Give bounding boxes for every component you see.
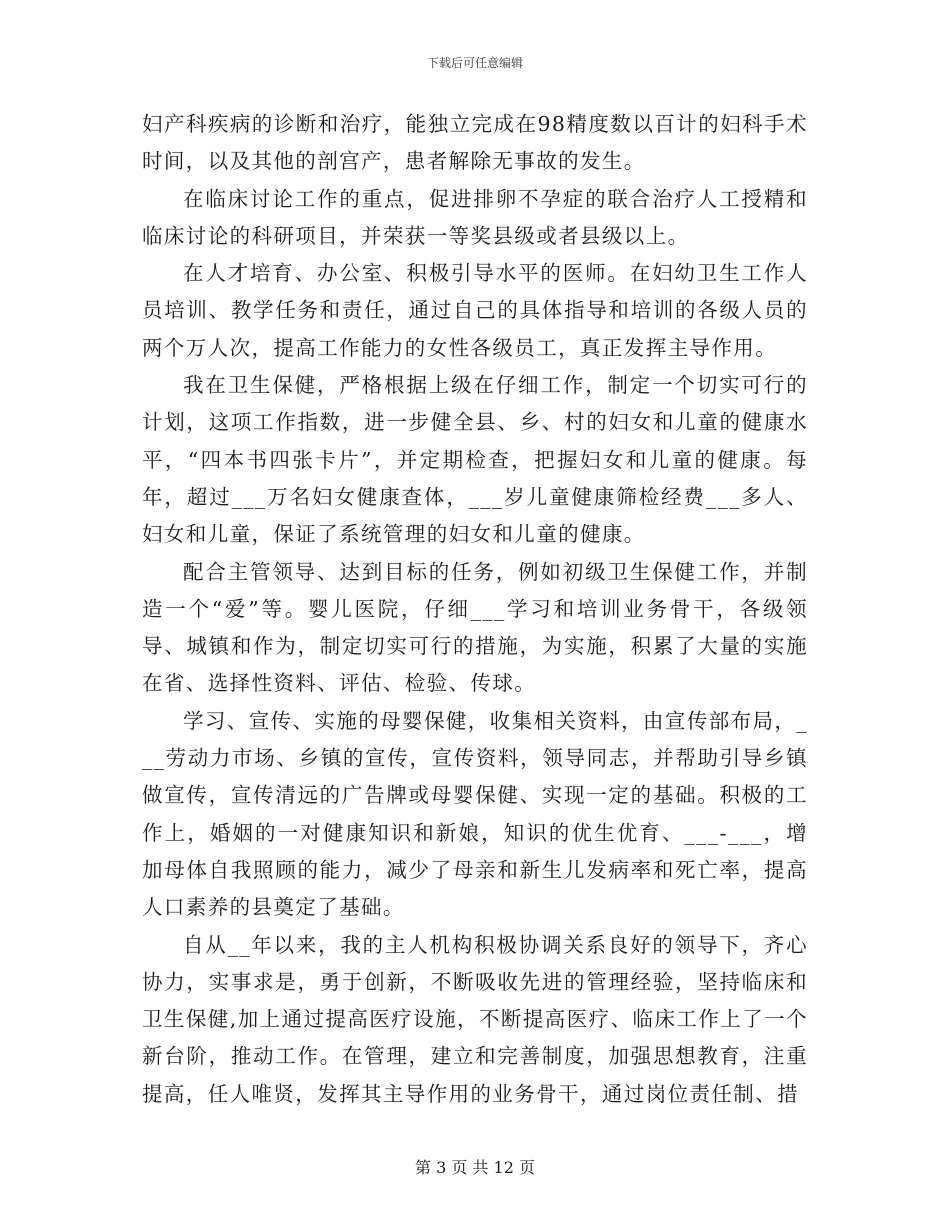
document-body bbox=[142, 106, 808, 1113]
page-header: 下载后可任意编辑 bbox=[426, 56, 523, 70]
paragraph: 在临床讨论工作的重点，促进排卵不孕症的联合治疗人工授精和临床讨论的科研项目，并荣获一等奖县级或者县级以上。 bbox=[142, 186, 808, 248]
page-footer: 第 3 页 共 12 页 bbox=[415, 1158, 535, 1177]
paragraph: 我在卫生保健，严格根据上级在仔细工作，制定一个切实可行的计划，这项工作指数，进一步健全县、乡、村的妇女和儿童的健康水平，“四本书四张卡片”，并定期检查，把握妇女和儿童的健康。每年，超过___万名妇女健康查体，___岁儿童健康筛检经费___多人、妇女和儿童，保证了系统管理的妇女和儿童的健康。 bbox=[142, 373, 808, 547]
paragraph: 学习、宣传、实施的母婴保健，收集相关资料，由宣传部布局，___劳动力市场、乡镇的宣传，宣传资料，领导同志，并帮助引导乡镇做宣传，宣传清远的广告牌或母婴保健、实现一定的基础。积极的工作上，婚姻的一对健康知识和新娘，知识的优生优育、___-___，增加母体自我照顾的能力，减少了母亲和新生儿发病率和死亡率，提高人口素养的县奠定了基础。 bbox=[142, 708, 808, 920]
paragraph: 自从__年以来，我的主人机构积极协调关系良好的领导下，齐心协力，实事求是，勇于创新，不断吸收先进的管理经验，坚持临床和卫生保健,加上通过提高医疗设施，不断提高医疗、临床工作上了一个新台阶，推动工作。在管理，建立和完善制度，加强思想教育，注重提高，任人唯贤，发挥其主导作用的业务骨干，通过岗位责任制、措 bbox=[142, 932, 808, 1106]
paragraph: 在人才培育、办公室、积极引导水平的医师。在妇幼卫生工作人员培训、教学任务和责任，通过自己的具体指导和培训的各级人员的两个万人次，提高工作能力的女性各级员工，真正发挥主导作用。 bbox=[142, 261, 808, 360]
paragraph: 配合主管领导、达到目标的任务，例如初级卫生保健工作，并制造一个“爱”等。婴儿医院，仔细___学习和培训业务骨干，各级领导、城镇和作为，制定切实可行的措施，为实施，积累了大量的实施在省、选择性资料、评估、检验、传球。 bbox=[142, 559, 808, 696]
paragraph-continued: 妇产科疾病的诊断和治疗，能独立完成在98精度数以百计的妇科手术时间，以及其他的剖宫产，患者解除无事故的发生。 bbox=[142, 112, 808, 174]
